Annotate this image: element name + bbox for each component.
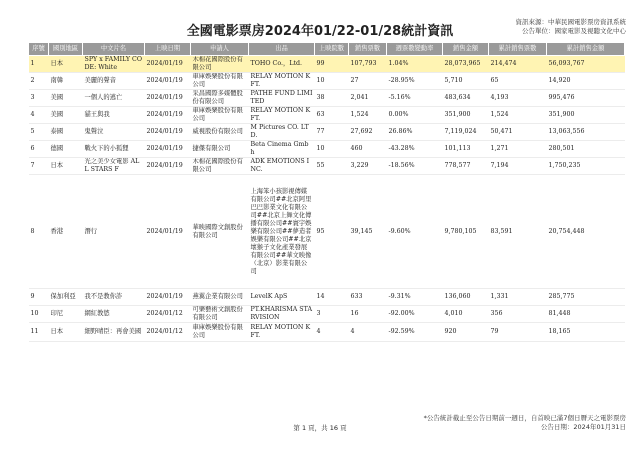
cell-no: 7 xyxy=(29,158,49,175)
cell-cum-tickets: 50,471 xyxy=(489,124,547,141)
cell-change: 26.86% xyxy=(387,124,443,141)
cell-tickets: 2,041 xyxy=(349,90,387,107)
publisher-line: 公告單位：國家電影及視聽文化中心 xyxy=(522,27,626,35)
cell-tickets: 4 xyxy=(349,323,387,342)
cell-no: 9 xyxy=(29,289,49,306)
col-header-theaters: 上映院數 xyxy=(315,43,349,56)
cell-change: -43.28% xyxy=(387,141,443,158)
cell-applicant: 華映國際文創股份有限公司 xyxy=(191,175,249,289)
cell-date: 2024/01/19 xyxy=(145,289,191,306)
cell-theaters: 77 xyxy=(315,124,349,141)
cell-tickets: 633 xyxy=(349,289,387,306)
cell-date: 2024/01/12 xyxy=(145,323,191,342)
source-line: 資訊來源：中華民國電影票房資訊系統 xyxy=(515,18,626,26)
cell-change: -28.95% xyxy=(387,73,443,90)
cell-amount: 7,119,024 xyxy=(443,124,489,141)
cell-cum-tickets: 1,331 xyxy=(489,289,547,306)
cell-producer: RELAY MOTION KFT. xyxy=(249,323,315,342)
cell-title: 光之美少女電影 ALL STARS F xyxy=(83,158,145,175)
cell-producer: TOHO Co.，Ltd. xyxy=(249,56,315,73)
cell-applicant: 采昌國際多媒體股份有限公司 xyxy=(191,90,249,107)
table-row xyxy=(29,158,625,175)
table-row xyxy=(29,73,625,90)
cell-amount: 9,780,105 xyxy=(443,175,489,289)
col-header-producer: 出品 xyxy=(249,43,315,56)
cell-cum-tickets: 1,524 xyxy=(489,107,547,124)
cell-tickets: 39,145 xyxy=(349,175,387,289)
cell-theaters: 55 xyxy=(315,158,349,175)
cell-country: 南韓 xyxy=(49,73,83,90)
cell-amount: 5,710 xyxy=(443,73,489,90)
cell-theaters: 14 xyxy=(315,289,349,306)
cell-cum-amount: 1,750,235 xyxy=(547,158,625,175)
table-row xyxy=(29,141,625,158)
cell-amount: 4,010 xyxy=(443,306,489,323)
box-office-table xyxy=(28,42,625,342)
cell-theaters: 4 xyxy=(315,323,349,342)
cell-title: 我不是教你詐 xyxy=(83,289,145,306)
cell-applicant: 威視股份有限公司 xyxy=(191,124,249,141)
cell-date: 2024/01/19 xyxy=(145,158,191,175)
report-title: 全國電影票房2024年01/22-01/28統計資訊 xyxy=(186,24,454,39)
cell-tickets: 3,229 xyxy=(349,158,387,175)
cell-applicant: 車庫娛樂股份有限公司 xyxy=(191,323,249,342)
cell-no: 1 xyxy=(29,56,49,73)
cell-theaters: 63 xyxy=(315,107,349,124)
table-row xyxy=(29,107,625,124)
cell-no: 5 xyxy=(29,124,49,141)
cell-no: 10 xyxy=(29,306,49,323)
cell-date: 2024/01/19 xyxy=(145,175,191,289)
cell-change: -9.31% xyxy=(387,289,443,306)
col-header-date: 上映日期 xyxy=(145,43,191,56)
page-number: 第 1 頁，共 16 頁 xyxy=(293,424,347,432)
cell-cum-amount: 14,920 xyxy=(547,73,625,90)
table-row xyxy=(29,306,625,323)
cell-title: 鬼聲泣 xyxy=(83,124,145,141)
cell-producer: PATHE FUND LIMITED xyxy=(250,90,313,105)
cell-tickets: 27 xyxy=(349,73,387,90)
col-header-tickets: 銷售票數 xyxy=(349,43,387,56)
cell-cum-tickets: 4,193 xyxy=(489,90,547,107)
col-header-cum-tickets: 累計銷售票數 xyxy=(489,43,547,56)
cell-theaters: 10 xyxy=(315,73,349,90)
table-row xyxy=(29,175,625,289)
col-header-no: 序號 xyxy=(29,43,49,56)
cell-cum-amount: 18,165 xyxy=(547,323,625,342)
cell-amount: 28,073,965 xyxy=(443,56,489,73)
cell-applicant: 燕翼企業有限公司 xyxy=(191,289,249,306)
cell-cum-tickets: 356 xyxy=(489,306,547,323)
cell-amount: 136,060 xyxy=(443,289,489,306)
cell-title: 貓王與我 xyxy=(83,107,145,124)
announce-date: 公告日期：2024年01月31日 xyxy=(540,423,626,431)
cell-producer: RELAY MOTION KFT. xyxy=(249,73,315,90)
cell-date: 2024/01/19 xyxy=(145,90,191,107)
cell-amount: 483,634 xyxy=(443,90,489,107)
cell-cum-tickets: 1,271 xyxy=(489,141,547,158)
col-header-applicant: 申請人 xyxy=(191,43,249,56)
cell-change: -5.16% xyxy=(387,90,443,107)
cell-date: 2024/01/19 xyxy=(145,73,191,90)
cell-change: -92.00% xyxy=(387,306,443,323)
cell-cum-amount: 995,476 xyxy=(547,90,625,107)
cell-title: 細野晴臣：再會美國 xyxy=(83,323,145,342)
cell-title: SPY x FAMILY CODE: White xyxy=(83,56,145,73)
col-header-country: 國別地區 xyxy=(49,43,83,56)
cell-theaters: 38 xyxy=(315,90,349,107)
cell-tickets: 1,524 xyxy=(349,107,387,124)
cell-title: 美麗的聲音 xyxy=(83,73,145,90)
cell-amount: 351,900 xyxy=(443,107,489,124)
cell-amount: 101,113 xyxy=(443,141,489,158)
cell-applicant: 捷傑有限公司 xyxy=(191,141,249,158)
cell-no: 4 xyxy=(29,107,49,124)
cell-country: 日本 xyxy=(49,158,83,175)
cell-title: 一個人的逃亡 xyxy=(83,90,145,107)
cell-country: 美國 xyxy=(49,90,83,107)
cell-producer: M Pictures CO. LTD. xyxy=(249,124,315,141)
cell-tickets: 460 xyxy=(349,141,387,158)
cell-applicant: 車庫娛樂股份有限公司 xyxy=(191,73,249,90)
cell-applicant: 車庫娛樂股份有限公司 xyxy=(191,107,249,124)
cell-tickets: 27,692 xyxy=(349,124,387,141)
cell-cum-tickets: 83,591 xyxy=(489,175,547,289)
table-row xyxy=(29,124,625,141)
cell-producer: RELAY MOTION KFT. xyxy=(249,107,315,124)
cell-tickets: 16 xyxy=(349,306,387,323)
cell-no: 11 xyxy=(29,323,49,342)
cell-applicant: 可樂藝術文創股份有限公司 xyxy=(191,306,249,323)
cell-date: 2024/01/19 xyxy=(145,107,191,124)
footnote-line: *公告統計截止至公告日期前一週日，自首映已滿7個日曆天之電影票房 xyxy=(423,414,626,422)
cell-applicant: 木棉花國際股份有限公司 xyxy=(191,56,249,73)
cell-title: 潛行 xyxy=(83,175,145,289)
cell-theaters: 95 xyxy=(315,175,349,289)
cell-cum-amount: 280,501 xyxy=(547,141,625,158)
cell-date: 2024/01/19 xyxy=(145,141,191,158)
cell-no: 2 xyxy=(29,73,49,90)
cell-theaters: 3 xyxy=(315,306,349,323)
cell-change: -92.59% xyxy=(387,323,443,342)
col-header-title: 中文片名 xyxy=(83,43,145,56)
cell-country: 德國 xyxy=(49,141,83,158)
cell-title: 戰火下的小狐狸 xyxy=(83,141,145,158)
cell-producer: ADK EMOTIONS INC. xyxy=(249,158,315,175)
cell-change: -18.56% xyxy=(387,158,443,175)
cell-country: 日本 xyxy=(49,56,83,73)
cell-change: 1.04% xyxy=(387,56,443,73)
cell-tickets: 107,793 xyxy=(349,56,387,73)
cell-cum-amount: 56,093,767 xyxy=(547,56,625,73)
cell-amount: 920 xyxy=(443,323,489,342)
cell-theaters: 10 xyxy=(315,141,349,158)
cell-no: 3 xyxy=(29,90,49,107)
cell-producer: Beta Cinema Gmbh xyxy=(249,141,315,158)
cell-applicant: 木棉花國際股份有限公司 xyxy=(191,158,249,175)
cell-amount: 778,577 xyxy=(443,158,489,175)
cell-country: 泰國 xyxy=(49,124,83,141)
col-header-cum-amount: 累計銷售金額 xyxy=(547,43,625,56)
cell-cum-amount: 285,775 xyxy=(547,289,625,306)
cell-cum-amount: 20,754,448 xyxy=(547,175,625,289)
cell-no: 8 xyxy=(29,175,49,289)
cell-change: -9.60% xyxy=(387,175,443,289)
cell-country: 保加利亞 xyxy=(49,289,83,306)
cell-title: 網紅教慾 xyxy=(83,306,145,323)
cell-no: 6 xyxy=(29,141,49,158)
source-info xyxy=(516,18,627,36)
cell-cum-tickets: 65 xyxy=(489,73,547,90)
cell-cum-amount: 351,900 xyxy=(547,107,625,124)
cell-cum-tickets: 79 xyxy=(489,323,547,342)
cell-change: 0.00% xyxy=(387,107,443,124)
table-row xyxy=(29,289,625,306)
cell-cum-amount: 13,063,556 xyxy=(547,124,625,141)
table-row xyxy=(29,90,625,107)
cell-country: 日本 xyxy=(49,323,83,342)
col-header-amount: 銷售金額 xyxy=(443,43,489,56)
table-header-row xyxy=(29,43,625,56)
cell-country: 印尼 xyxy=(49,306,83,323)
cell-producer: LevelK ApS xyxy=(249,289,315,306)
cell-producer: 上海笨小孩影視傳媒有限公司##北京阿里巴巴影業文化有限公司##北京上舞文化傳播有限公司##寰宇娛樂有限公司##夢造者娛樂有限公司##北京壞猴子文化產業發展有限公司##華文映像（北京）影業有限公司 xyxy=(249,175,315,289)
cell-date: 2024/01/19 xyxy=(145,56,191,73)
cell-cum-tickets: 7,194 xyxy=(489,158,547,175)
cell-date: 2024/01/12 xyxy=(145,306,191,323)
col-header-change: 週票數變動率 xyxy=(387,43,443,56)
cell-cum-amount: 81,448 xyxy=(547,306,625,323)
cell-producer: PT.KHARISMA STARVISION xyxy=(249,306,315,323)
table-row xyxy=(29,56,625,73)
cell-country: 香港 xyxy=(49,175,83,289)
table-row xyxy=(29,323,625,342)
cell-theaters: 99 xyxy=(315,56,349,73)
cell-date: 2024/01/19 xyxy=(145,124,191,141)
cell-country: 美國 xyxy=(49,107,83,124)
cell-cum-tickets: 214,474 xyxy=(489,56,547,73)
